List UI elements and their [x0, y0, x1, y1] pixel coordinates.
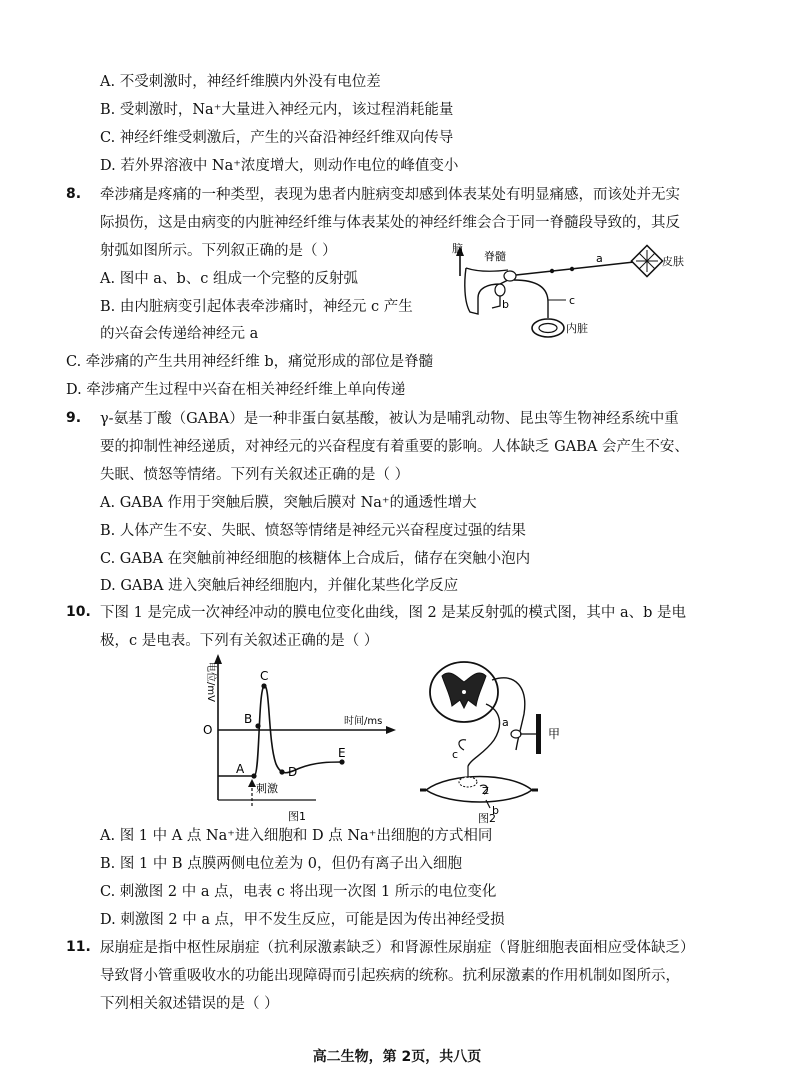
q10-option-b: B. 图 1 中 B 点膜两侧电位差为 0，但仍有离子出入细胞 [100, 856, 463, 872]
fig2-meter-c-label: c [452, 748, 459, 761]
fig1-caption: 图1 [288, 810, 306, 823]
fig1-point-e [339, 759, 344, 764]
q8-reflex-arc-figure [448, 242, 708, 342]
q8-stem-line1: 牵涉痛是疼痛的一种类型，表现为患者内脏病变却感到体表某处有明显痛感，而该处并无实 [100, 187, 680, 203]
fig1-y-axis-label: 电位/mV [205, 662, 216, 702]
q7-option-b: B. 受刺激时，Na⁺大量进入神经元内，该过程消耗能量 [100, 102, 454, 118]
q9-option-a: A. GABA 作用于突触后膜，突触后膜对 Na⁺的通透性增大 [100, 495, 477, 511]
page-footer: 高二生物，第 2页，共八页 [312, 1049, 482, 1065]
fiber-c-label: c [569, 294, 576, 307]
q8-option-b-line2: 的兴奋会传递给神经元 a [100, 326, 259, 342]
fig1-origin-label: O [203, 723, 213, 737]
q10-option-a: A. 图 1 中 A 点 Na⁺进入细胞和 D 点 Na⁺出细胞的方式相同 [100, 828, 493, 844]
q11-stem-line1: 尿崩症是指中枢性尿崩症（抗利尿激素缺乏）和肾源性尿崩症（肾脏细胞表面相应受体缺乏） [100, 940, 695, 956]
skin-receptor [631, 245, 662, 276]
q8-option-c: C. 牵涉痛的产生共用神经纤维 b，痛觉形成的部位是脊髓 [66, 354, 434, 370]
q10-figure1-potential-curve [196, 652, 406, 824]
fig1-point-b [255, 723, 260, 728]
q11-number: 11. [66, 939, 91, 955]
q8-number: 8. [66, 186, 82, 202]
q11-stem-line3: 下列相关叙述错误的是（ ） [100, 996, 279, 1012]
q9-stem-line1: γ-氨基丁酸（GABA）是一种非蛋白氨基酸，被认为是哺乳动物、昆虫等生物神经系统中重 [100, 411, 679, 427]
q9-number: 9. [66, 410, 82, 426]
q8-stem-line2: 际损伤，这是由病变的内脏神经纤维与体表某处的神经纤维会合于同一脊髓段导致的，其反 [100, 215, 680, 231]
q10-stem-line2: 极，c 是电表。下列有关叙述正确的是（ ） [100, 633, 379, 649]
fig1-label-e: E [338, 746, 346, 760]
fig2-electrode-b-label: b [492, 804, 499, 817]
q10-number: 10. [66, 604, 91, 620]
q10-option-c: C. 刺激图 2 中 a 点，电表 c 将出现一次图 1 所示的电位变化 [100, 884, 497, 900]
svg-text:Z: Z [482, 786, 489, 797]
fig1-stimulus-label: 刺激 [256, 782, 278, 795]
fiber-a-label: a [596, 252, 603, 265]
q10-option-d: D. 刺激图 2 中 a 点，甲不发生反应，可能是因为传出神经受损 [100, 912, 505, 928]
fig2-electrode-a-label: a [502, 716, 509, 729]
skin-label: 皮肤 [662, 255, 684, 268]
fig1-label-c: C [260, 669, 269, 683]
effector-jia [536, 714, 541, 754]
brain-label: 脑 [452, 242, 463, 255]
receptor-muscle [426, 777, 532, 803]
fig1-label-d: D [288, 765, 298, 779]
fig2-effector-label: 甲 [548, 727, 561, 741]
q9-option-b: B. 人体产生不安、失眠、愤怒等情绪是神经元兴奋程度过强的结果 [100, 523, 526, 539]
fig1-point-c [261, 683, 266, 688]
fig1-label-a: A [236, 762, 245, 776]
q9-option-d: D. GABA 进入突触后神经细胞内，并催化某些化学反应 [100, 578, 459, 594]
q9-stem-line2: 要的抑制性神经递质，对神经元的兴奋程度有着重要的影响。人体缺乏 GABA 会产生不安、 [100, 439, 689, 455]
q10-figure2-reflex-arc [420, 654, 590, 826]
q8-option-a: A. 图中 a、b、c 组成一个完整的反射弧 [100, 271, 358, 287]
fig1-point-d [279, 769, 284, 774]
fiber-b-label: b [502, 298, 509, 311]
q7-option-a: A. 不受刺激时，神经纤维膜内外没有电位差 [100, 74, 381, 90]
q8-stem-line3: 射弧如图所示。下列叙正确的是（ ） [100, 243, 337, 259]
q10-stem-line1: 下图 1 是完成一次神经冲动的膜电位变化曲线，图 2 是某反射弧的模式图，其中 a、b 是电 [100, 605, 687, 621]
q11-stem-line2: 导致肾小管重吸收水的功能出现障碍而引起疾病的统称。抗利尿激素的作用机制如图所示， [100, 968, 680, 984]
q8-option-d: D. 牵涉痛产生过程中兴奋在相关神经纤维上单向传递 [66, 382, 406, 398]
q7-option-d: D. 若外界溶液中 Na⁺浓度增大，则动作电位的峰值变小 [100, 158, 459, 174]
fig1-x-axis-label: 时间/ms [344, 716, 383, 727]
fig2-caption: 图2 [478, 812, 496, 825]
spinal-cord-label: 脊髓 [484, 250, 506, 263]
q8-option-b-line1: B. 由内脏病变引起体表牵涉痛时，神经元 c 产生 [100, 299, 413, 315]
q9-option-c: C. GABA 在突触前神经细胞的核糖体上合成后，储存在突触小泡内 [100, 551, 531, 567]
fig1-label-b: B [244, 712, 253, 726]
fig1-point-a [251, 773, 256, 778]
organ-label: 内脏 [566, 322, 588, 335]
q7-option-c: C. 神经纤维受刺激后，产生的兴奋沿神经纤维双向传导 [100, 130, 454, 146]
q9-stem-line3: 失眠、愤怒等情绪。下列有关叙述正确的是（ ） [100, 467, 410, 483]
